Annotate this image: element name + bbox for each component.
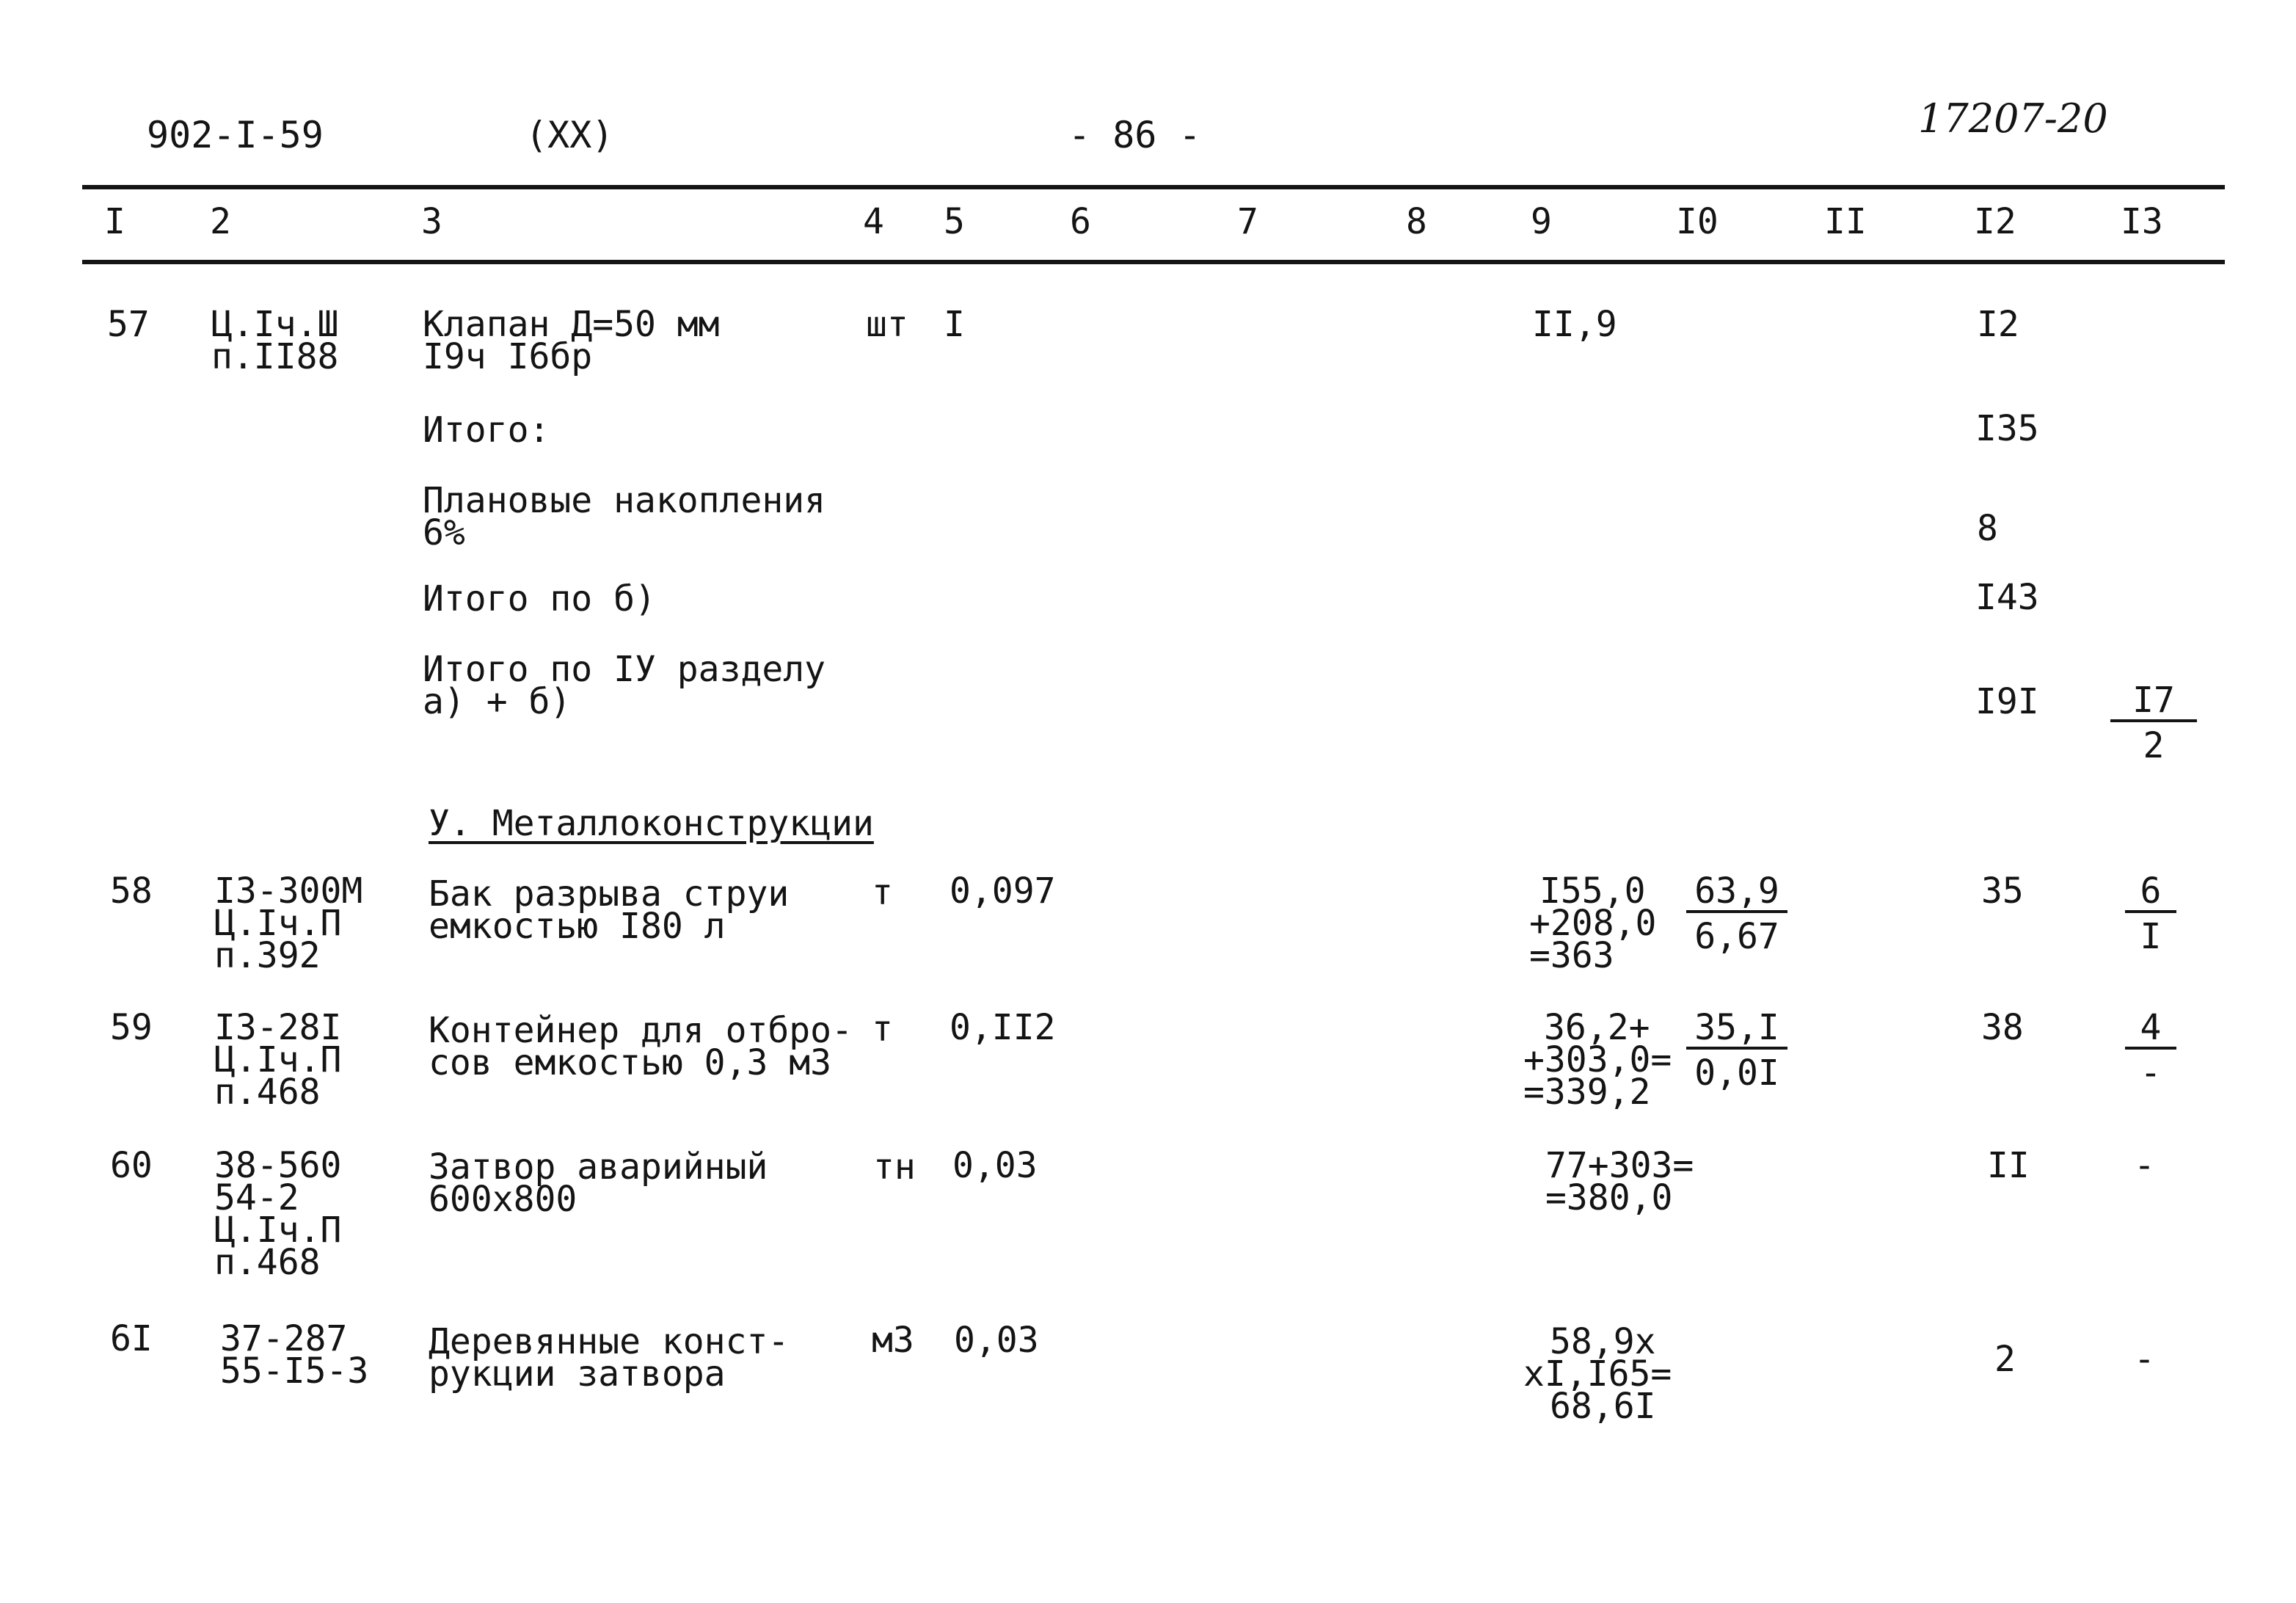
col9-line: 68,6I (1550, 1386, 1656, 1427)
subtotal-b-label: Итого по б) (423, 578, 656, 619)
planned-label-line: 6% (423, 512, 465, 553)
unit: т (872, 1008, 893, 1050)
item-name-line: Контейнер для отбро- (429, 1010, 853, 1051)
section-heading: У. Металлоконструкции (429, 803, 874, 844)
col13-value: - (2134, 1145, 2155, 1186)
fraction-denominator: 6,67 (1694, 916, 1779, 957)
fraction-numerator: 35,I (1686, 1011, 1787, 1050)
ref-line: I3-300М (214, 870, 363, 912)
ref-line: I3-28I (214, 1007, 342, 1048)
col-header-9: 9 (1531, 201, 1552, 242)
fraction-denominator: I (2140, 916, 2162, 957)
fraction-denominator: 0,0I (1694, 1053, 1779, 1094)
col9-line: 36,2+ (1544, 1007, 1650, 1048)
quantity: I (944, 304, 965, 345)
row-number: 6I (110, 1318, 153, 1359)
col12-value: 38 (1981, 1007, 2024, 1048)
unit: шт (866, 304, 908, 345)
col9-line: хI,I65= (1523, 1353, 1672, 1395)
col-header-3: 3 (421, 201, 442, 242)
item-name-line: Бак разрыва струи (429, 873, 790, 915)
item-name-line: сов емкостью 0,3 м3 (429, 1042, 832, 1083)
row-number: 59 (110, 1007, 153, 1048)
col-header-8: 8 (1406, 201, 1427, 242)
quantity: 0,II2 (950, 1007, 1056, 1048)
item-name-line: емкостью I80 л (429, 906, 726, 947)
fraction-numerator: I7 (2110, 684, 2197, 722)
col12-value: 2 (1994, 1339, 2016, 1380)
planned-label-line: Плановые накопления (423, 480, 826, 521)
col9-line: =380,0 (1545, 1177, 1673, 1218)
unit: т (872, 872, 893, 913)
row-number: 58 (110, 870, 153, 912)
ref-line: Ц.Iч.Ш (211, 304, 339, 345)
col-header-2: 2 (210, 201, 231, 242)
section-total-value: I9I (1975, 681, 2039, 722)
ref-line: 37-287 (220, 1318, 348, 1359)
col-header-13: I3 (2121, 201, 2163, 242)
col-header-4: 4 (863, 201, 884, 242)
ref-line: п.468 (214, 1242, 321, 1283)
planned-value: 8 (1977, 508, 1998, 549)
ref-line: Ц.Iч.П (214, 903, 342, 944)
col13-fraction (2125, 870, 2176, 957)
section-total-label-line: а) + б) (423, 681, 572, 722)
row-number: 60 (110, 1145, 153, 1186)
ref-line: 54-2 (214, 1177, 299, 1218)
col9-line: I55,0 (1539, 870, 1646, 912)
item-name-line: Деревянные конст- (429, 1321, 790, 1362)
item-name-line: 600х800 (429, 1179, 577, 1220)
col9-line: +303,0= (1523, 1039, 1672, 1080)
col9-line: +208,0 (1529, 903, 1657, 944)
col-header-10: I0 (1676, 201, 1719, 242)
col12-value: 35 (1981, 870, 2024, 912)
col-header-1: I (104, 201, 125, 242)
quantity: 0,03 (952, 1145, 1038, 1186)
item-name-line: Клапан Д=50 мм (423, 304, 720, 345)
col9-line: 58,9х (1550, 1321, 1656, 1362)
inventory-number: 17207-20 (1918, 95, 2108, 142)
ref-line: 38-560 (214, 1145, 342, 1186)
unit: тн (873, 1146, 916, 1188)
header-bottom-rule (82, 260, 2225, 264)
col9-line: 77+303= (1545, 1145, 1694, 1186)
col10-fraction (1686, 870, 1787, 957)
page-number: - 86 - (1068, 114, 1201, 156)
ref-line: Ц.Iч.П (214, 1210, 342, 1251)
unit: м3 (872, 1320, 914, 1361)
item-name-line: Затвор аварийный (429, 1146, 768, 1188)
col12-value: I2 (1977, 304, 2019, 345)
fraction-denominator: 2 (2143, 725, 2165, 766)
row-number: 57 (107, 304, 150, 345)
subtotal-value: I35 (1975, 408, 2039, 449)
section-total-fraction (2110, 680, 2197, 766)
col9-line: =339,2 (1523, 1072, 1651, 1113)
fraction-numerator: 63,9 (1686, 875, 1787, 913)
ref-line: п.468 (214, 1072, 321, 1113)
col-header-5: 5 (944, 201, 965, 242)
fraction-numerator: 6 (2125, 875, 2176, 913)
ref-line: п.II88 (211, 336, 339, 377)
col-header-7: 7 (1237, 201, 1258, 242)
col10-fraction (1686, 1007, 1787, 1094)
subtotal-label: Итого: (423, 410, 550, 451)
ref-line: 55-I5-3 (220, 1351, 369, 1392)
col13-value: - (2134, 1339, 2155, 1380)
col13-fraction (2125, 1007, 2176, 1094)
item-name-line: I9ч I6бр (423, 336, 593, 377)
fraction-denominator: - (2140, 1053, 2162, 1094)
subtotal-b-value: I43 (1975, 577, 2039, 618)
col12-value: II (1987, 1145, 2030, 1186)
item-name-line: рукции затвора (429, 1353, 726, 1395)
col9-value: II,9 (1532, 304, 1617, 345)
quantity: 0,03 (954, 1320, 1039, 1361)
series-code: (XX) (525, 114, 614, 156)
col9-line: =363 (1529, 935, 1614, 976)
doc-code: 902-I-59 (147, 114, 324, 156)
quantity: 0,097 (950, 870, 1056, 912)
col-header-12: I2 (1974, 201, 2016, 242)
top-rule (82, 185, 2225, 189)
col-header-11: II (1824, 201, 1867, 242)
col-header-6: 6 (1070, 201, 1091, 242)
ref-line: Ц.Iч.П (214, 1039, 342, 1080)
fraction-numerator: 4 (2125, 1011, 2176, 1050)
section-total-label-line: Итого по IУ разделу (423, 649, 826, 690)
ref-line: п.392 (214, 935, 321, 976)
